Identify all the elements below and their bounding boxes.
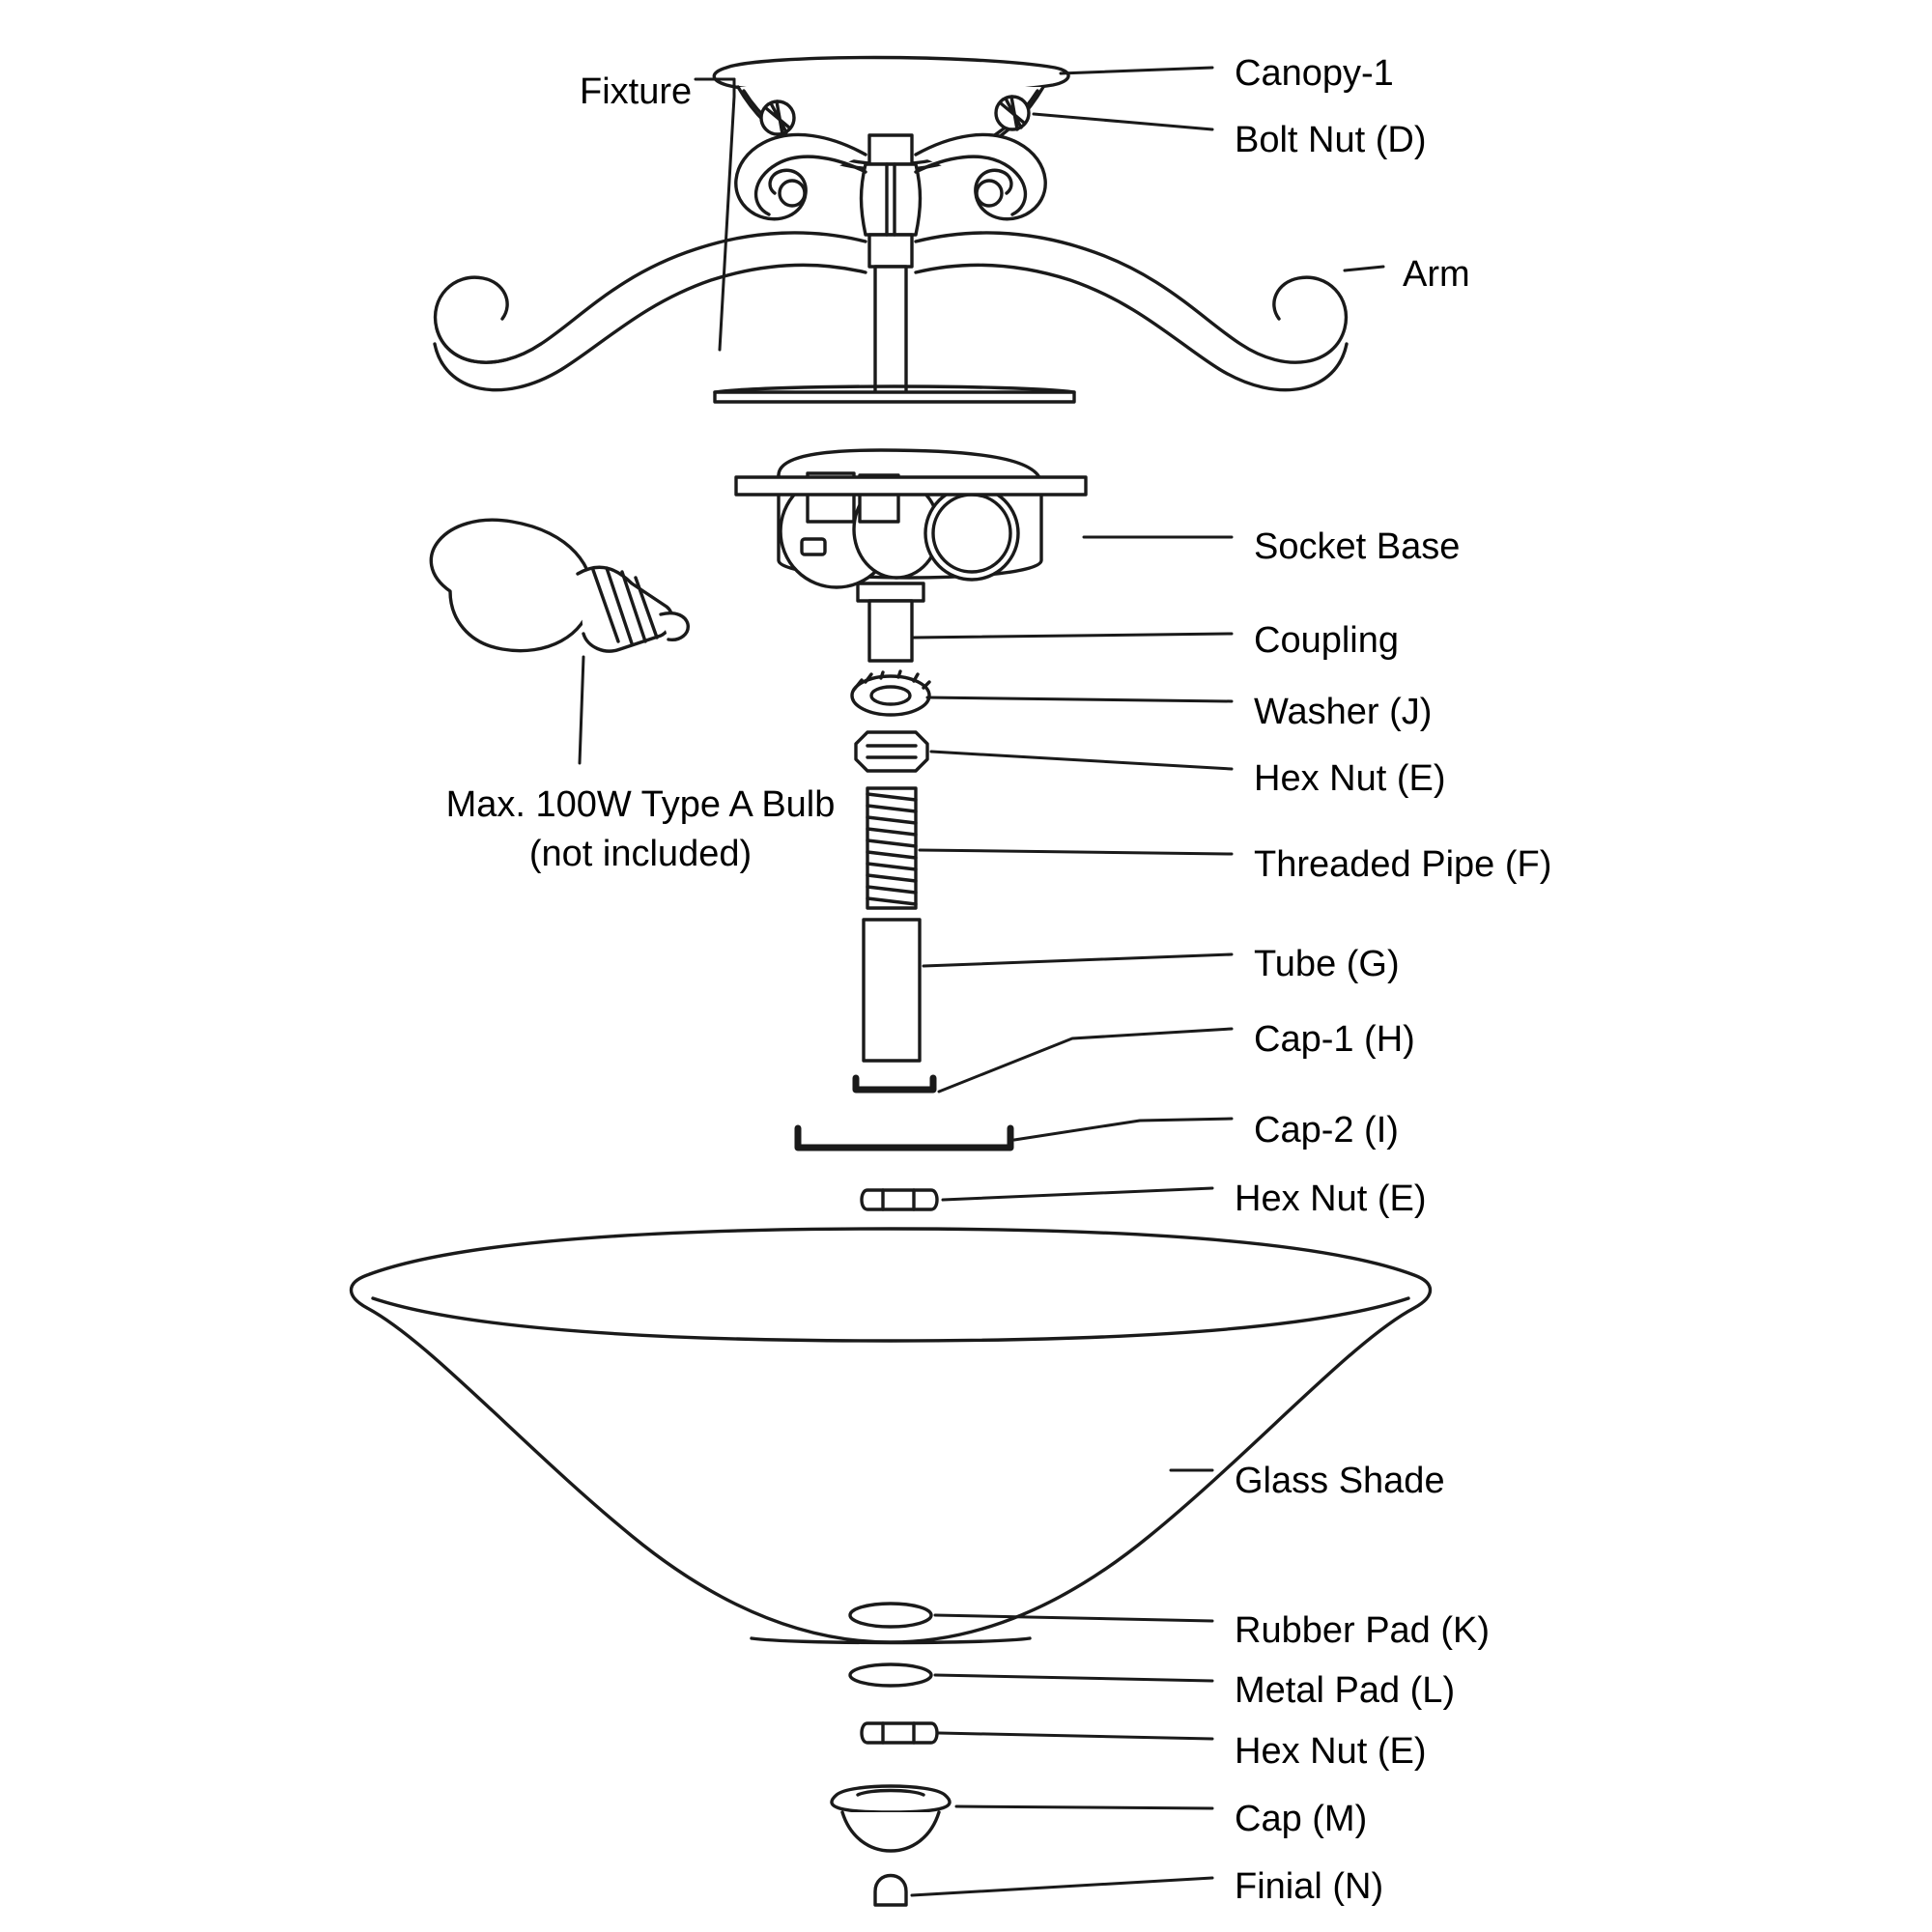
cap-m-part <box>832 1786 950 1851</box>
bulb-part <box>431 520 688 651</box>
hex-nut-part-3 <box>862 1723 937 1743</box>
bulb-note-line-1: Max. 100W Type A Bulb <box>445 784 836 825</box>
bulb-note-line-2: (not included) <box>528 834 753 875</box>
label-cap-1-h: Cap-1 (H) <box>1254 1019 1415 1060</box>
label-finial-n: Finial (N) <box>1235 1866 1384 1907</box>
socket-base-part <box>736 450 1086 587</box>
label-canopy-1: Canopy-1 <box>1235 53 1394 94</box>
label-glass-shade: Glass Shade <box>1235 1461 1445 1501</box>
label-cap-m: Cap (M) <box>1235 1799 1368 1839</box>
label-rubber-pad-k: Rubber Pad (K) <box>1235 1610 1491 1651</box>
label-threaded-pipe-f: Threaded Pipe (F) <box>1254 844 1552 885</box>
label-washer-j: Washer (J) <box>1254 692 1433 732</box>
label-tube-g: Tube (G) <box>1254 944 1400 984</box>
tube-part <box>864 920 920 1061</box>
rubber-pad-part <box>850 1604 931 1627</box>
label-socket-base: Socket Base <box>1254 526 1461 567</box>
label-metal-pad-l: Metal Pad (L) <box>1235 1670 1456 1711</box>
bulb-note <box>446 781 836 880</box>
washer-part <box>852 671 929 715</box>
hex-nut-part-2 <box>862 1190 937 1209</box>
cap-1-part <box>856 1078 933 1090</box>
label-hex-nut-e-2: Hex Nut (E) <box>1235 1179 1427 1219</box>
label-arm: Arm <box>1403 254 1470 295</box>
label-bolt-nut-d: Bolt Nut (D) <box>1235 120 1427 160</box>
label-hex-nut-e-1: Hex Nut (E) <box>1254 758 1446 799</box>
metal-pad-part <box>850 1664 931 1686</box>
hex-nut-part-1 <box>856 732 927 771</box>
center-stem <box>862 135 921 401</box>
finial-part <box>875 1876 906 1906</box>
label-fixture: Fixture <box>580 71 693 112</box>
label-cap-2-i: Cap-2 (I) <box>1254 1110 1399 1151</box>
label-coupling: Coupling <box>1254 620 1399 661</box>
threaded-pipe-part <box>867 788 916 908</box>
label-hex-nut-e-3: Hex Nut (E) <box>1235 1731 1427 1772</box>
glass-shade-part <box>352 1229 1431 1643</box>
coupling-part <box>858 583 923 661</box>
cap-2-part <box>798 1128 1010 1148</box>
